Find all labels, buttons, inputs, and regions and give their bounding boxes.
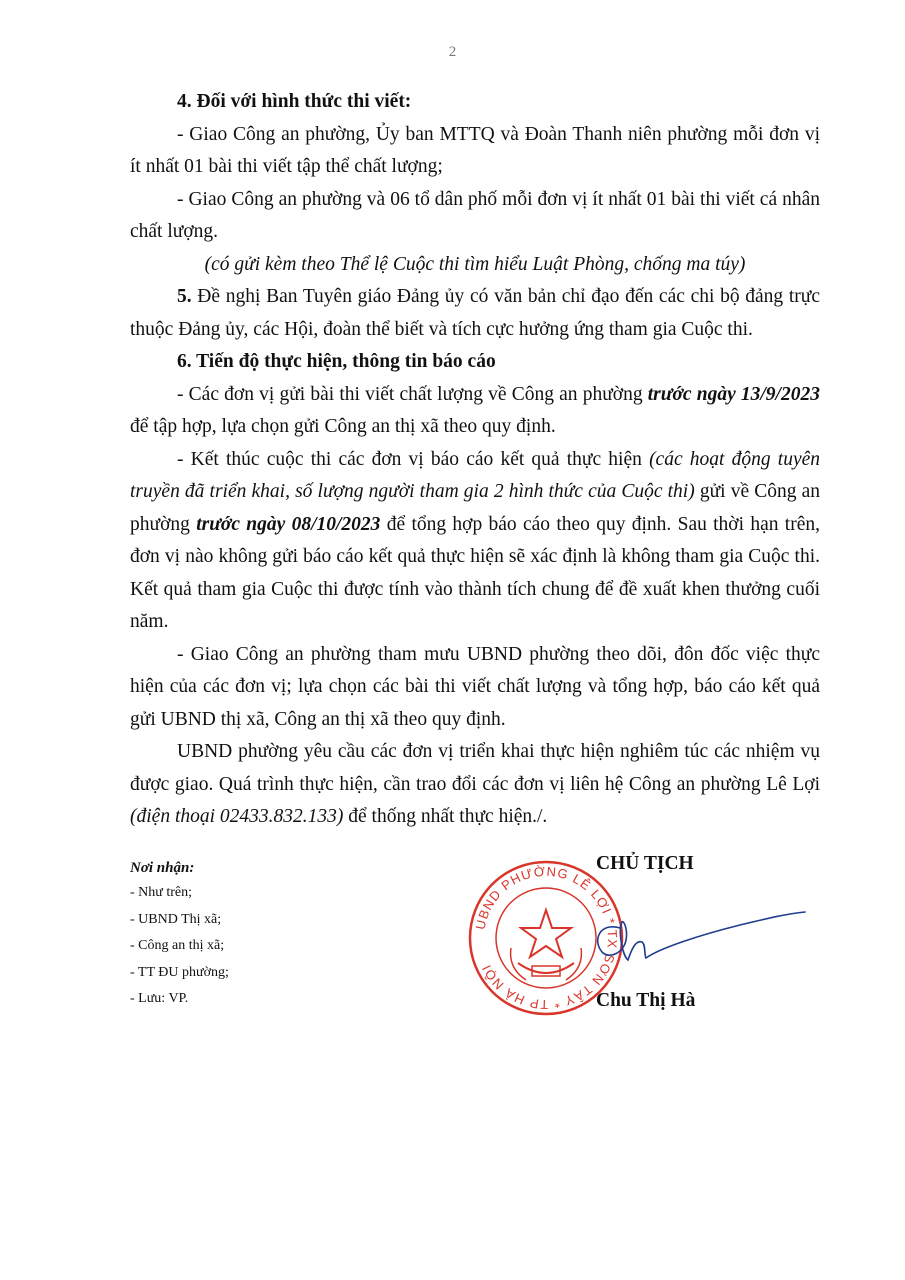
section-6-paragraph-1	[130, 379, 820, 444]
section-6-paragraph-2	[130, 444, 820, 639]
section-4-note: (có gửi kèm theo Thể lệ Cuộc thi tìm hiểu Luật Phòng, chống ma túy)	[204, 253, 746, 275]
recipient-item: - UBND Thị xã;	[130, 911, 222, 927]
signer-title: CHỦ TỊCH	[596, 853, 694, 874]
document-body	[130, 86, 820, 834]
section-4-item-1: - Giao Công an phường, Ủy ban MTTQ và Đoàn Thanh niên phường mỗi đơn vị ít nhất 01 bài thi viết tập thể chất lượng;	[130, 123, 820, 177]
section-5-paragraph	[130, 281, 820, 346]
text-run: để tổng hợp báo cáo theo quy định. Sau thời hạn trên, đơn vị nào không gửi báo cáo kết quả thực hiện sẽ xác định là không tham gia Cuộc thi. Kết quả tham gia Cuộc thi được tính vào thành tích chung để đề xuất khen thưởng cuối năm.	[130, 513, 820, 632]
recipient-item: - TT ĐU phường;	[130, 964, 229, 980]
section-4-item-2: - Giao Công an phường và 06 tổ dân phố mỗi đơn vị ít nhất 01 bài thi viết cá nhân chất lượng.	[130, 188, 820, 242]
phone-note: (điện thoại 02433.832.133)	[130, 806, 344, 827]
deadline-2: trước ngày 08/10/2023	[196, 513, 381, 535]
text-run: để tập hợp, lựa chọn gửi Công an thị xã theo quy định.	[130, 416, 556, 437]
recipient-item: - Như trên;	[130, 885, 193, 900]
section-5-text: Đề nghị Ban Tuyên giáo Đảng ủy có văn bản chỉ đạo đến các chi bộ đảng trực thuộc Đảng ủy, các Hội, đoàn thể biết và tích cực hưởng ứng tham gia Cuộc thi.	[130, 286, 820, 340]
section-4-heading: 4. Đối với hình thức thi viết:	[177, 91, 412, 112]
text-run: gửi về Công an phường	[130, 481, 820, 535]
text-run: UBND phường yêu cầu các đơn vị triển khai thực hiện nghiêm túc các nhiệm vụ được giao. Quá trình thực hiện, cần trao đổi các đơn vị liên hệ Công an phường Lê Lợi	[130, 741, 820, 795]
recipient-item: - Công an thị xã;	[130, 938, 225, 953]
recipients-heading: Nơi nhận:	[130, 860, 195, 876]
italic-note: (các hoạt động tuyên truyền đã triển khai, số lượng người tham gia 2 hình thức của Cuộc thi)	[130, 448, 821, 502]
handwritten-signature-icon	[580, 900, 810, 970]
recipients-block	[130, 856, 430, 1013]
seal-text: UBND PHƯỜNG LÊ LỢI * TX SƠN TÂY * TP HÀ NỘI	[472, 863, 621, 1013]
recipient-item: - Lưu: VP.	[130, 991, 189, 1006]
section-5-number: 5.	[177, 286, 192, 307]
closing-paragraph	[130, 736, 820, 834]
deadline-1: trước ngày 13/9/2023	[647, 383, 820, 405]
text-run: - Kết thúc cuộc thi các đơn vị báo cáo kết quả thực hiện	[177, 448, 650, 470]
text-run: - Các đơn vị gửi bài thi viết chất lượng về Công an phường	[177, 383, 648, 405]
section-6-paragraph-3: - Giao Công an phường tham mưu UBND phường theo dõi, đôn đốc việc thực hiện của các đơn vị; lựa chọn các bài thi viết chất lượng và tổng hợp, báo cáo kết quả gửi UBND thị xã, Công an thị xã theo quy định.	[130, 643, 820, 730]
signer-name: Chu Thị Hà	[596, 990, 696, 1011]
text-run: để thống nhất thực hiện./.	[343, 806, 548, 827]
section-6-heading: 6. Tiến độ thực hiện, thông tin báo cáo	[177, 351, 496, 372]
page-number: 2	[448, 44, 457, 60]
